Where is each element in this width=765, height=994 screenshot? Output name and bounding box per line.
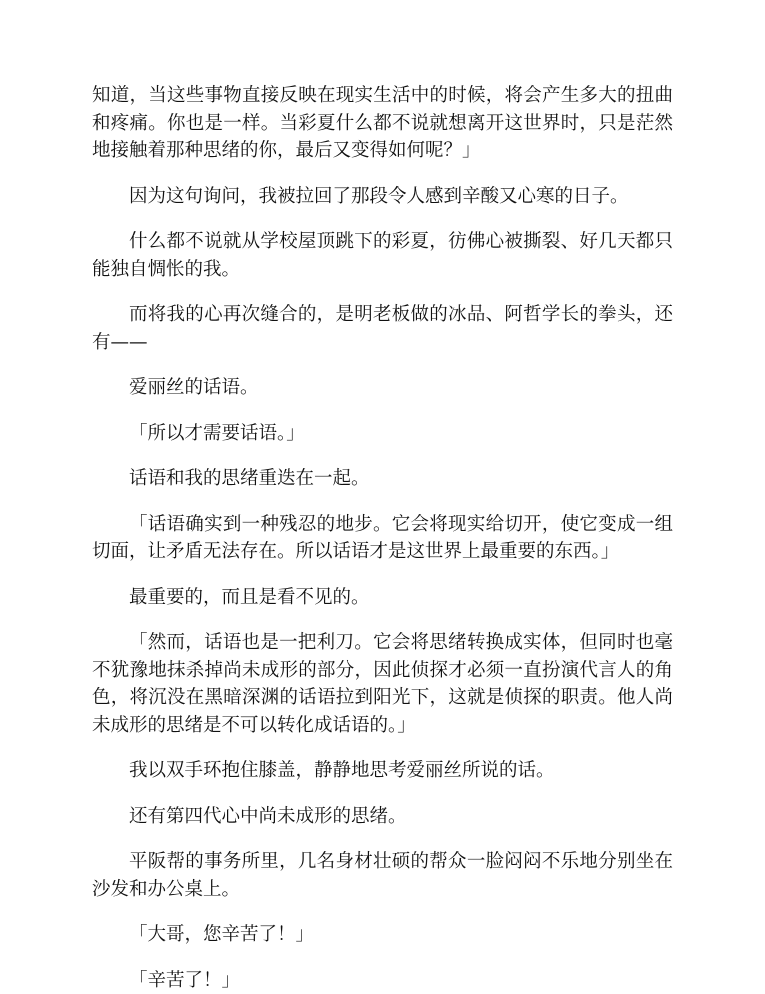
paragraph-7: 话语和我的思绪重迭在一起。 xyxy=(92,465,673,493)
paragraph-9: 最重要的，而且是看不见的。 xyxy=(92,584,673,612)
paragraph-12: 还有第四代心中尚未成形的思绪。 xyxy=(92,803,673,831)
paragraph-4: 而将我的心再次缝合的，是明老板做的冰品、阿哲学长的拳头，还有—— xyxy=(92,301,673,356)
paragraph-8: 「话语确实到一种残忍的地步。它会将现实给切开，使它变成一组切面，让矛盾无法存在。所以话语才是这世界上最重要的东西。」 xyxy=(92,511,673,566)
paragraph-13: 平阪帮的事务所里，几名身材壮硕的帮众一脸闷闷不乐地分别坐在沙发和办公桌上。 xyxy=(92,848,673,903)
paragraph-2: 因为这句询问，我被拉回了那段令人感到辛酸又心寒的日子。 xyxy=(92,183,673,211)
paragraph-10: 「然而，话语也是一把利刀。它会将思绪转换成实体，但同时也毫不犹豫地抹杀掉尚未成形的部分，因此侦探才必须一直扮演代言人的角色，将沉没在黑暗深渊的话语拉到阳光下，这就是侦探的职责。他人尚未成形的思绪是不可以转化成话语的。」 xyxy=(92,629,673,739)
paragraph-6: 「所以才需要话语。」 xyxy=(92,420,673,448)
paragraph-15: 「辛苦了！」 xyxy=(92,967,673,994)
paragraph-11: 我以双手环抱住膝盖，静静地思考爱丽丝所说的话。 xyxy=(92,757,673,785)
paragraph-5: 爱丽丝的话语。 xyxy=(92,374,673,402)
paragraph-1: 知道，当这些事物直接反映在现实生活中的时候，将会产生多大的扭曲和疼痛。你也是一样。当彩夏什么都不说就想离开这世界时，只是茫然地接触着那种思绪的你，最后又变得如何呢？」 xyxy=(92,82,673,165)
paragraph-3: 什么都不说就从学校屋顶跳下的彩夏，彷佛心被撕裂、好几天都只能独自惆怅的我。 xyxy=(92,228,673,283)
paragraph-14: 「大哥，您辛苦了！」 xyxy=(92,921,673,949)
